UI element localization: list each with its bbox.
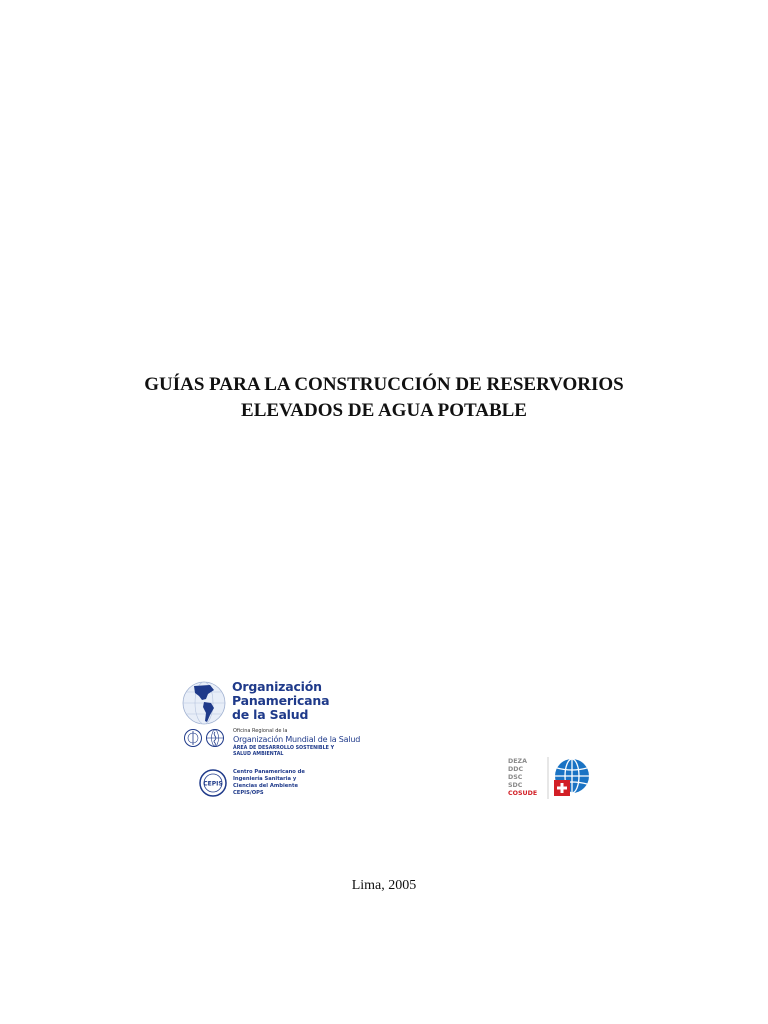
- oms-regional-office-label: Oficina Regional de la: [233, 728, 288, 734]
- cepis-line-3: Ciencias del Ambiente: [233, 783, 298, 789]
- cosude-line-1: DEZA: [508, 758, 527, 765]
- cepis-seal-icon: [198, 768, 228, 798]
- place-and-date: Lima, 2005: [351, 878, 417, 893]
- cosude-line-4: SDC: [508, 782, 523, 789]
- ops-name-line-3: de la Salud: [232, 707, 309, 722]
- cepis-seal-text: CEPIS: [203, 780, 223, 788]
- cepis-line-1: Centro Panamericano de: [233, 769, 305, 775]
- title-line-2: ELEVADOS DE AGUA POTABLE: [241, 400, 527, 421]
- cepis-line-4: CEPIS/OPS: [233, 790, 264, 796]
- cosude-agency-names: [508, 758, 537, 798]
- area-line-1: ÁREA DE DESARROLLO SOSTENIBLE Y: [233, 746, 335, 751]
- ops-name-line-1: Organización: [232, 679, 322, 694]
- oms-name: Organización Mundial de la Salud: [233, 735, 361, 744]
- ops-organization-name: [232, 680, 329, 722]
- cepis-line-2: Ingeniería Sanitaria y: [233, 776, 297, 782]
- who-emblem-icon: [205, 728, 225, 748]
- logo-divider: [547, 755, 549, 801]
- paho-emblem-icon: [183, 728, 203, 748]
- cosude-line-3: DSC: [508, 774, 523, 781]
- ops-name-line-2: Panamericana: [232, 693, 330, 708]
- cosude-logo: [503, 755, 593, 801]
- title-line-1: GUÍAS PARA LA CONSTRUCCIÓN DE RESERVORIOS: [144, 374, 624, 395]
- document-title: [0, 372, 768, 424]
- ops-logo: [180, 679, 361, 802]
- americas-globe-icon: [180, 680, 230, 726]
- cosude-line-5: COSUDE: [508, 790, 538, 797]
- area-line-2: SALUD AMBIENTAL: [233, 752, 284, 757]
- globe-icon: [551, 756, 593, 800]
- cosude-line-2: DDC: [508, 766, 524, 773]
